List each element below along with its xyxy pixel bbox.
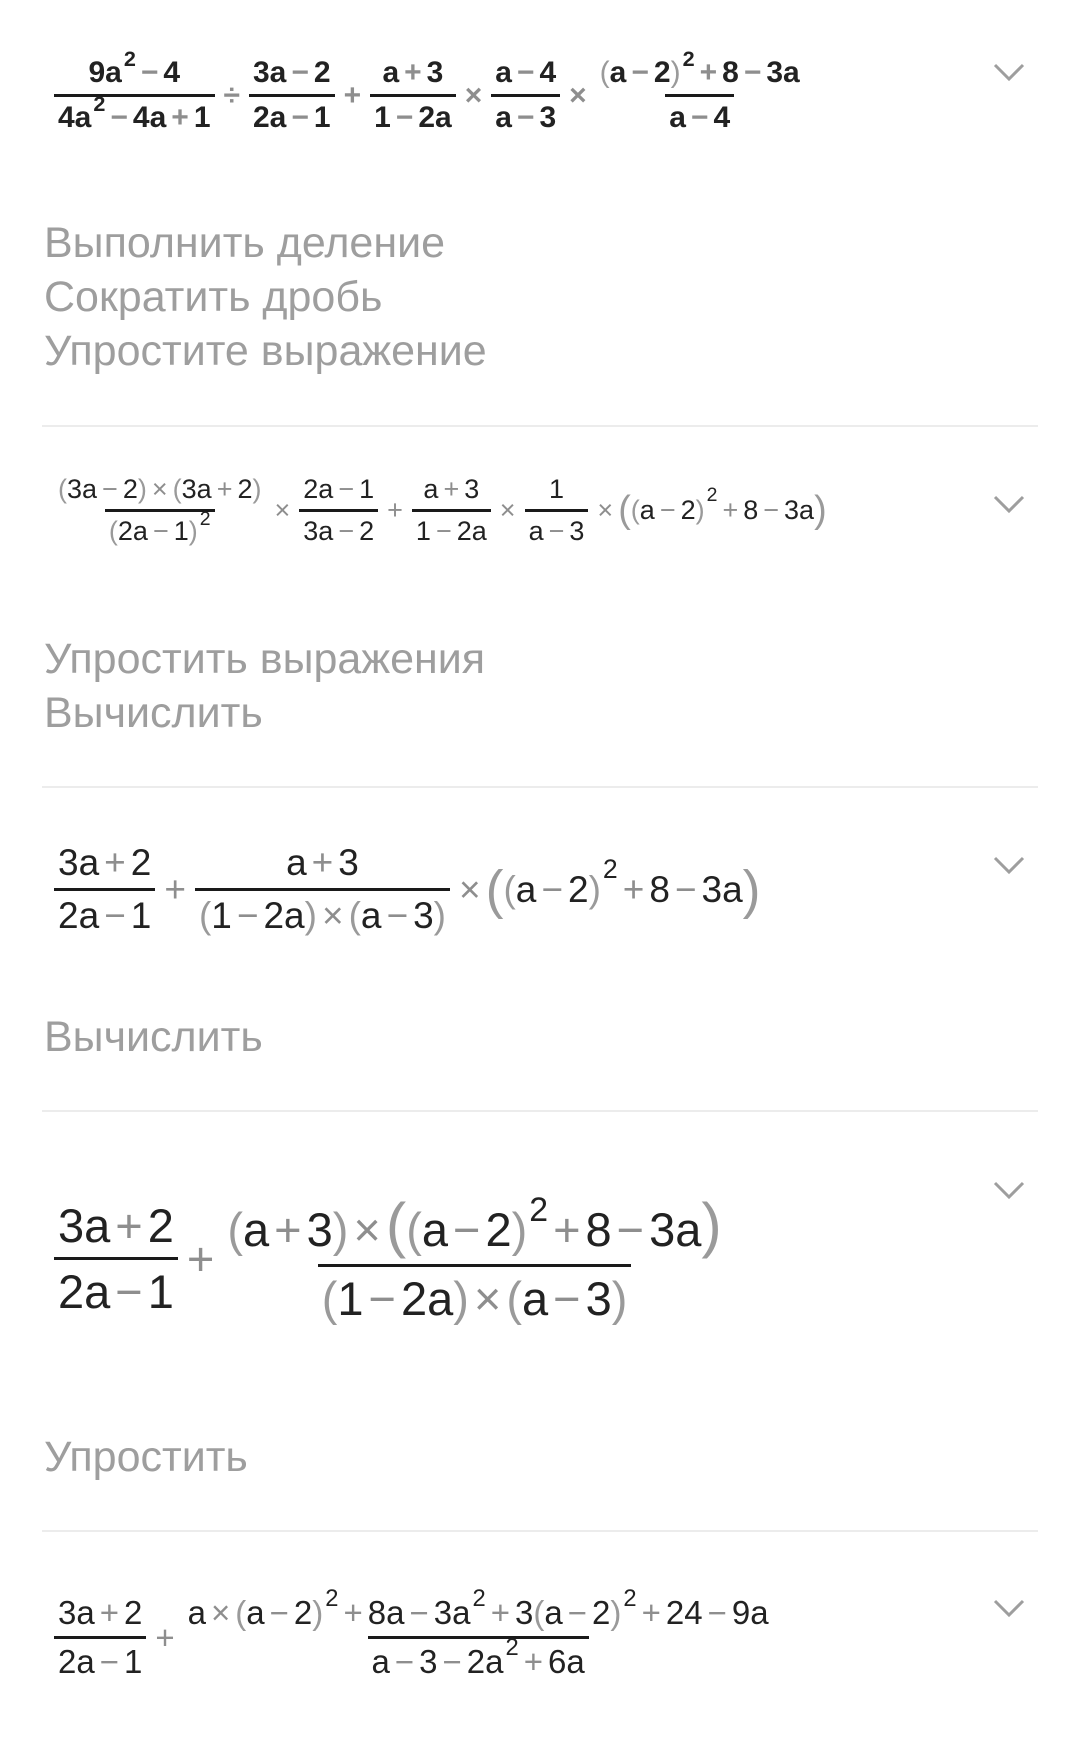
- action-divide[interactable]: Выполнить деление: [44, 219, 446, 267]
- action-calculate[interactable]: Вычислить: [44, 689, 263, 737]
- fraction: $\frac{(a - 2)^2 + 8 - 3a}{a - 4}$: [599, 45, 800, 134]
- fraction: $\frac{a + 3}{1 - 2a}$: [412, 474, 491, 547]
- fraction: $\frac{3a + 2}{2a - 1}$: [54, 1594, 146, 1681]
- step-2-formula[interactable]: $\frac{(3a - 2) \times (3a + 2)}{(2a - 1) ^2}$ × $\frac{2a - 1}{3a - 2}$ + $\frac{a + 3}{1 - 2a}$ × $\frac{1}{a - 3}$ × ( ( a − 2 ) 2 + 8 − 3a ): [50, 474, 827, 547]
- divider: [42, 1530, 1038, 1532]
- action-calculate[interactable]: Вычислить: [44, 1013, 263, 1061]
- divider: [42, 1110, 1038, 1112]
- fraction: $\frac{a - 4}{a - 3}$: [491, 56, 560, 135]
- chevron-down-icon[interactable]: [990, 484, 1028, 522]
- chevron-down-icon[interactable]: [990, 52, 1028, 90]
- fraction: $\frac{a + 3}{1 - 2a}$: [370, 56, 456, 135]
- fraction: $\frac{9a^2 - 4}{4a^2 - 4a + 1}$: [54, 56, 215, 135]
- step-3-formula[interactable]: $\frac{3a + 2}{2a - 1}$ + $\frac{a + 3}{(1 - 2a) \times (a - 3)}$ × ( ( a − 2 ) 2 + 8 − 3a ): [50, 842, 761, 937]
- divider: [42, 425, 1038, 427]
- fraction: $\frac{3a + 2}{2a - 1}$: [54, 1198, 178, 1319]
- chevron-down-icon[interactable]: [990, 845, 1028, 883]
- fraction: $\frac{a + 3}{(1 - 2a) \times (a - 3)}$: [195, 842, 450, 937]
- fraction: $\frac{3a - 2}{2a - 1}$: [249, 56, 335, 135]
- fraction: $\frac{a \times (a - 2)^2 + 8a - 3a^2 + 3(a - 2)^2 + 24 - 9a}{a - 3 - 2a^2 + 6a}$: [187, 1585, 769, 1680]
- action-simplify[interactable]: Упростите выражение: [44, 327, 487, 375]
- fraction: $\frac{2a - 1}{3a - 2}$: [299, 474, 378, 547]
- fraction: $\frac{1}{a - 3}$: [525, 474, 589, 547]
- step-5-formula[interactable]: $\frac{3a + 2}{2a - 1}$ + $\frac{a \times (a - 2)^2 + 8a - 3a^2 + 3(a - 2)^2 + 24 - 9a}{a - 3 - 2a^2 + 6a}$: [50, 1594, 777, 1681]
- fraction: $\frac{(a + 3) \times((a - 2)^2 + 8 - 3a)}{(1 - 2a) \times (a - 3)}$: [227, 1190, 722, 1325]
- step-1-formula[interactable]: $\frac{9a^2 - 4}{4a^2 - 4a + 1}$ ÷ $\frac{3a - 2}{2a - 1}$ + $\frac{a + 3}{1 - 2a}$ × $\frac{a - 4}{a - 3}$ × $\frac{(a - 2)^2 + 8 - 3a}{a - 4}$: [50, 56, 808, 135]
- action-simplify-expressions[interactable]: Упростить выражения: [44, 635, 486, 683]
- step-4-formula[interactable]: $\frac{3a + 2}{2a - 1}$ + $\frac{(a + 3) \times((a - 2)^2 + 8 - 3a)}{(1 - 2a) \times (a - 3)}$: [50, 1190, 730, 1326]
- fraction: $\frac{3a + 2}{2a - 1}$: [54, 842, 155, 937]
- chevron-down-icon[interactable]: [990, 1170, 1028, 1208]
- fraction: $\frac{(3a - 2) \times (3a + 2)}{(2a - 1) ^2}$: [58, 474, 262, 546]
- action-simplify[interactable]: Упростить: [44, 1433, 248, 1481]
- action-reduce-fraction[interactable]: Сократить дробь: [44, 273, 383, 321]
- chevron-down-icon[interactable]: [990, 1588, 1028, 1626]
- divider: [42, 786, 1038, 788]
